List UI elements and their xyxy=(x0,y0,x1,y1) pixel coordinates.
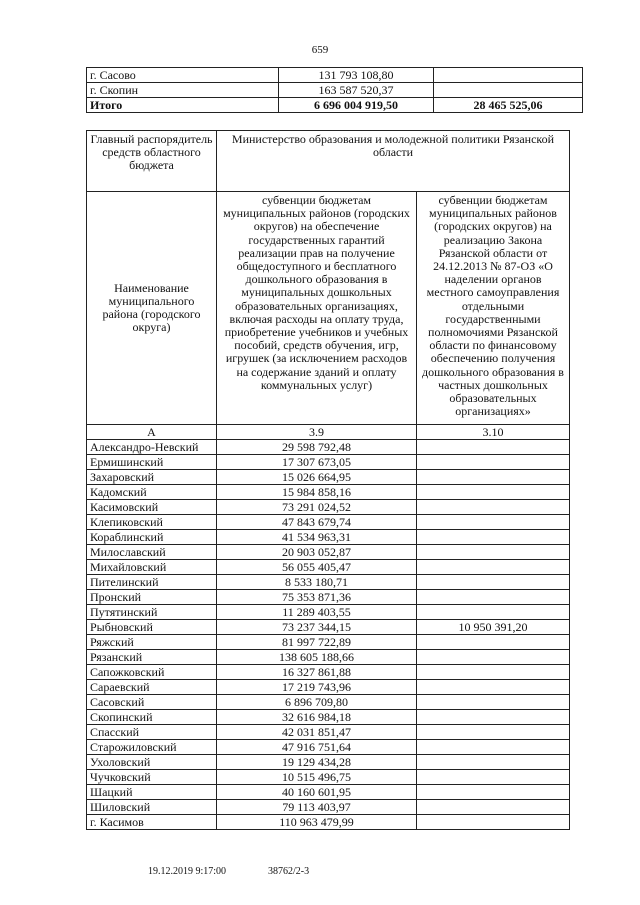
table-row xyxy=(87,665,570,680)
amount-3-9: 32 616 984,18 xyxy=(217,710,417,725)
amount-3-10 xyxy=(417,770,570,785)
top-summary-table xyxy=(86,67,583,113)
amount-3-10 xyxy=(417,800,570,815)
column-3-10-description: субвенции бюджетам муниципальных районов (городских округов) на реализацию Закона Рязанской области от 24.12.2013 № 87-ОЗ «О наделении органов местного самоуправления отдельными государственными полномочиями Рязанской области по финансовому обеспечению получения дошкольного образования в частных дошкольных образовательных организациях» xyxy=(417,192,570,425)
amount-3-10 xyxy=(417,455,570,470)
district-name: Ермишинский xyxy=(87,455,217,470)
table-row xyxy=(87,620,570,635)
amount-3-9: 41 534 963,31 xyxy=(217,530,417,545)
district-name: Шацкий xyxy=(87,785,217,800)
district-label: Наименование муниципального района (городского округа) xyxy=(87,192,217,425)
amount-3-9: 8 533 180,71 xyxy=(217,575,417,590)
header-row-manager xyxy=(87,131,570,192)
amount-3-10 xyxy=(417,515,570,530)
amount-3-10 xyxy=(417,545,570,560)
table-row xyxy=(87,440,570,455)
subvention-table xyxy=(86,130,570,830)
table-row xyxy=(87,815,570,830)
district-name: Путятинский xyxy=(87,605,217,620)
table-row xyxy=(87,530,570,545)
column-codes-row xyxy=(87,425,570,440)
amount-3-10 xyxy=(417,710,570,725)
amount-3-10 xyxy=(417,740,570,755)
amount-3-9: 73 237 344,15 xyxy=(217,620,417,635)
code-a: А xyxy=(87,425,217,440)
total-amount-3-9: 6 696 004 919,50 xyxy=(279,98,434,113)
amount-3-9: 29 598 792,48 xyxy=(217,440,417,455)
table-row xyxy=(87,605,570,620)
district-name: г. Касимов xyxy=(87,815,217,830)
amount-3-9: 110 963 479,99 xyxy=(217,815,417,830)
amount-3-9: 20 903 052,87 xyxy=(217,545,417,560)
district-name: Пителинский xyxy=(87,575,217,590)
subvention-table-body xyxy=(87,131,570,830)
total-label: Итого xyxy=(87,98,279,113)
table-row xyxy=(87,680,570,695)
table-row xyxy=(87,485,570,500)
table-row xyxy=(87,800,570,815)
table-row xyxy=(87,68,583,83)
district-name: Александро-Невский xyxy=(87,440,217,455)
amount-3-9: 15 984 858,16 xyxy=(217,485,417,500)
district-name: г. Сасово xyxy=(87,68,279,83)
district-name: Сапожковский xyxy=(87,665,217,680)
amount-cell xyxy=(434,68,583,83)
amount-3-9: 56 055 405,47 xyxy=(217,560,417,575)
amount-3-9: 15 026 664,95 xyxy=(217,470,417,485)
ministry-name: Министерство образования и молодежной политики Рязанской области xyxy=(217,131,570,192)
amount-3-9: 6 896 709,80 xyxy=(217,695,417,710)
table-row xyxy=(87,695,570,710)
table-row xyxy=(87,515,570,530)
amount-3-10 xyxy=(417,470,570,485)
amount-3-9: 16 327 861,88 xyxy=(217,665,417,680)
amount-3-10 xyxy=(417,755,570,770)
district-name: Рыбновский xyxy=(87,620,217,635)
amount-3-10 xyxy=(417,665,570,680)
main-manager-label: Главный распорядитель средств областного бюджета xyxy=(87,131,217,192)
table-row xyxy=(87,740,570,755)
amount-3-10 xyxy=(417,575,570,590)
amount-3-9: 10 515 496,75 xyxy=(217,770,417,785)
amount-3-9: 11 289 403,55 xyxy=(217,605,417,620)
district-name: Чучковский xyxy=(87,770,217,785)
amount-3-10 xyxy=(417,695,570,710)
amount-3-9: 40 160 601,95 xyxy=(217,785,417,800)
amount-3-9: 47 843 679,74 xyxy=(217,515,417,530)
district-name: Спасский xyxy=(87,725,217,740)
amount-3-9: 138 605 188,66 xyxy=(217,650,417,665)
amount-3-10 xyxy=(417,635,570,650)
amount-3-10 xyxy=(417,560,570,575)
district-name: Кораблинский xyxy=(87,530,217,545)
amount-3-9: 73 291 024,52 xyxy=(217,500,417,515)
district-name: Рязанский xyxy=(87,650,217,665)
header-row-columns xyxy=(87,192,570,425)
district-name: Михайловский xyxy=(87,560,217,575)
district-name: Сасовский xyxy=(87,695,217,710)
total-row xyxy=(87,98,583,113)
amount-3-10 xyxy=(417,440,570,455)
table-row xyxy=(87,650,570,665)
column-3-9-description: субвенции бюджетам муниципальных районов (городских округов) на обеспечение государственных гарантий реализации прав на получение общедоступного и бесплатного дошкольного образования в муниципальных дошкольных образовательных организациях, включая расходы на оплату труда, приобретение учебников и учебных пособий, средств обучения, игр, игрушек (за исключением расходов на содержание зданий и оплату коммунальных услуг) xyxy=(217,192,417,425)
table-row xyxy=(87,770,570,785)
amount-3-10 xyxy=(417,680,570,695)
amount-3-9: 47 916 751,64 xyxy=(217,740,417,755)
amount-cell: 163 587 520,37 xyxy=(279,83,434,98)
table-row xyxy=(87,725,570,740)
amount-3-9: 17 219 743,96 xyxy=(217,680,417,695)
footer-timestamp: 19.12.2019 9:17:00 xyxy=(148,866,227,877)
amount-3-10 xyxy=(417,605,570,620)
amount-cell: 131 793 108,80 xyxy=(279,68,434,83)
amount-cell xyxy=(434,83,583,98)
table-row xyxy=(87,785,570,800)
amount-3-9: 79 113 403,97 xyxy=(217,800,417,815)
table-row xyxy=(87,560,570,575)
amount-3-10 xyxy=(417,500,570,515)
page-number: 659 xyxy=(311,44,329,56)
table-row xyxy=(87,470,570,485)
table-row xyxy=(87,500,570,515)
district-name: Захаровский xyxy=(87,470,217,485)
top-table-body xyxy=(87,68,583,113)
district-name: Ряжский xyxy=(87,635,217,650)
district-name: г. Скопин xyxy=(87,83,279,98)
district-name: Кадомский xyxy=(87,485,217,500)
table-row xyxy=(87,635,570,650)
table-row xyxy=(87,590,570,605)
footer-doc-id: 38762/2-3 xyxy=(268,866,310,877)
district-name: Ухоловский xyxy=(87,755,217,770)
amount-3-10 xyxy=(417,725,570,740)
district-name: Старожиловский xyxy=(87,740,217,755)
table-row xyxy=(87,710,570,725)
code-3-10: 3.10 xyxy=(417,425,570,440)
amount-3-10 xyxy=(417,530,570,545)
total-amount-3-10: 28 465 525,06 xyxy=(434,98,583,113)
table-row xyxy=(87,575,570,590)
amount-3-10 xyxy=(417,485,570,500)
amount-3-10 xyxy=(417,590,570,605)
district-name: Шиловский xyxy=(87,800,217,815)
table-row xyxy=(87,755,570,770)
district-name: Клепиковский xyxy=(87,515,217,530)
amount-3-9: 19 129 434,28 xyxy=(217,755,417,770)
amount-3-10 xyxy=(417,815,570,830)
code-3-9: 3.9 xyxy=(217,425,417,440)
table-row xyxy=(87,83,583,98)
district-name: Милославский xyxy=(87,545,217,560)
district-name: Сараевский xyxy=(87,680,217,695)
table-row xyxy=(87,455,570,470)
amount-3-9: 75 353 871,36 xyxy=(217,590,417,605)
amount-3-10 xyxy=(417,650,570,665)
amount-3-10 xyxy=(417,785,570,800)
table-row xyxy=(87,545,570,560)
district-name: Пронский xyxy=(87,590,217,605)
district-name: Касимовский xyxy=(87,500,217,515)
amount-3-9: 81 997 722,89 xyxy=(217,635,417,650)
amount-3-9: 17 307 673,05 xyxy=(217,455,417,470)
amount-3-9: 42 031 851,47 xyxy=(217,725,417,740)
amount-3-10: 10 950 391,20 xyxy=(417,620,570,635)
district-name: Скопинский xyxy=(87,710,217,725)
